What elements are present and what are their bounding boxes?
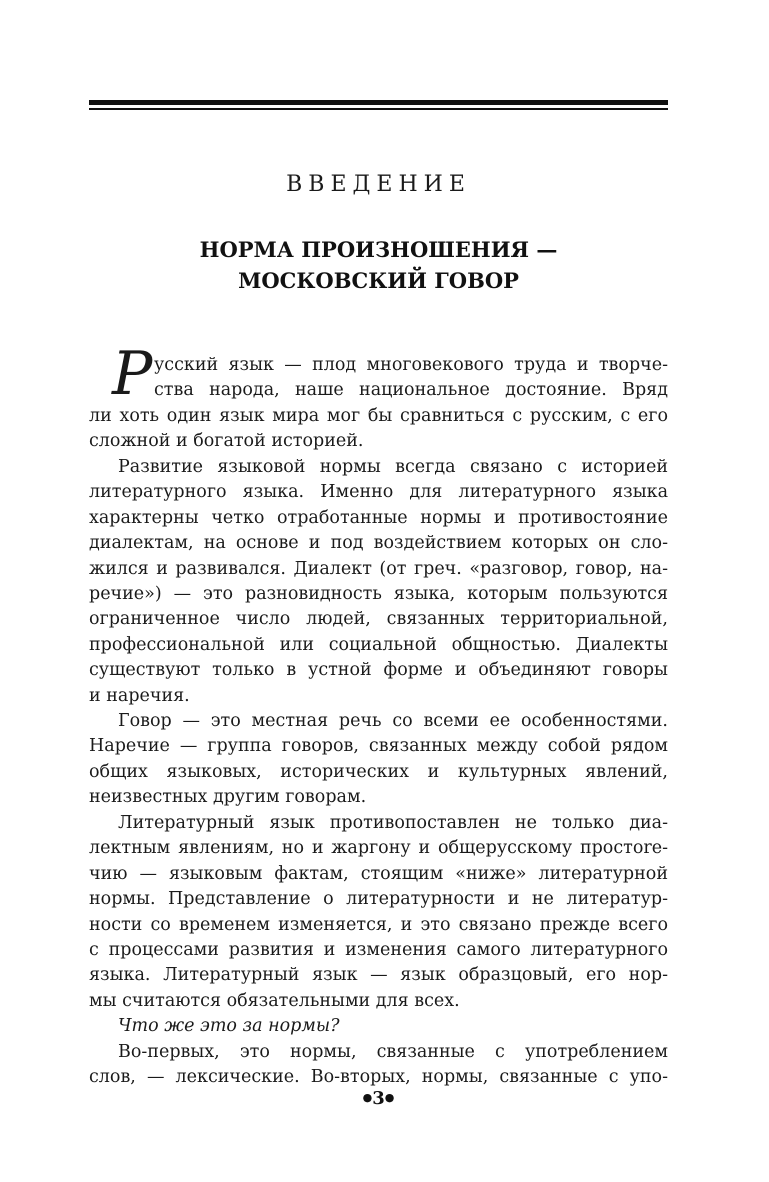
- page-number-dot-left-icon: ●: [362, 1090, 373, 1104]
- header-rule-thick: [89, 100, 668, 105]
- paragraph-2-line-7: ограниченное число людей, связанных территориальной,: [89, 609, 668, 630]
- paragraph-5-line-1: Во-первых, это нормы, связанные с употреблением: [118, 1042, 668, 1062]
- paragraph-4-line-8: мы считаются обязательными для всех.: [89, 990, 460, 1011]
- paragraph-2-line-10: и наречия.: [89, 685, 190, 706]
- header-rule-thin: [89, 108, 668, 110]
- paragraph-1-indented: [154, 353, 668, 404]
- paragraph-3-line-4: неизвестных другим говорам.: [89, 787, 367, 808]
- page-number-dot-right-icon: ●: [384, 1090, 395, 1104]
- paragraph-5-line-2: слов, — лексические. Во-вторых, нормы, связанные с упо-: [89, 1067, 668, 1088]
- paragraph-2-line-2: литературного языка. Именно для литературного языка: [89, 482, 668, 503]
- paragraph-1-line-4: сложной и богатой историей.: [89, 431, 364, 452]
- paragraph-4: [89, 811, 668, 1014]
- paragraph-4-line-4: нормы. Представление о литературности и не литератур-: [89, 889, 668, 910]
- drop-cap: Р: [112, 339, 153, 409]
- paragraph-2: [89, 455, 668, 709]
- paragraph-3-line-1: Говор — это местная речь со всеми ее особенностями.: [118, 711, 668, 731]
- paragraph-4-line-5: ности со временем изменяется, и это связано прежде всего: [89, 914, 668, 935]
- question-line: Что же это за нормы?: [118, 1016, 340, 1036]
- paragraph-2-line-8: профессиональной или социальной общностью. Диалекты: [89, 634, 668, 655]
- chapter-title: [89, 234, 668, 296]
- paragraph-1-rest: [89, 404, 668, 455]
- paragraph-4-line-2: лектным явлениям, но и жаргону и общерусскому простore-: [89, 838, 668, 859]
- chapter-title-line-1: НОРМА ПРОИЗНОШЕНИЯ —: [199, 237, 558, 262]
- page-number: [89, 1088, 668, 1109]
- paragraph-2-line-5: жился и развивался. Диалект (от греч. «разговор, говор, на-: [89, 558, 668, 579]
- paragraph-3-line-2: Наречие — группа говоров, связанных между собой рядом: [89, 736, 668, 757]
- paragraph-4-line-7: языка. Литературный язык — язык образцовый, его нор-: [89, 965, 668, 986]
- paragraph-1-line-2: ства народа, наше национальное достояние. Вряд: [154, 380, 668, 401]
- paragraph-3: [89, 709, 668, 811]
- paragraph-1-line-1: усский язык — плод многовекового труда и творче-: [154, 355, 668, 375]
- paragraph-5: [89, 1040, 668, 1091]
- chapter-title-line-2: МОСКОВСКИЙ ГОВОР: [238, 268, 519, 293]
- paragraph-3-line-3: общих языковых, исторических и культурных явлений,: [89, 761, 668, 782]
- paragraph-2-line-1: Развитие языковой нормы всегда связано с историей: [118, 457, 668, 477]
- paragraph-2-line-9: существуют только в устной форме и объединяют говоры: [89, 660, 668, 681]
- paragraph-4-line-6: с процессами развития и изменения самого литературного: [89, 940, 668, 961]
- paragraph-2-line-4: диалектам, на основе и под воздействием которых он сло-: [89, 533, 668, 554]
- paragraph-4-line-3: чию — языковым фактам, стоящим «ниже» литературной: [89, 863, 668, 884]
- section-label: ВВЕДЕНИЕ: [286, 172, 471, 197]
- paragraph-2-line-3: характерны четко отработанные нормы и противостояние: [89, 507, 668, 528]
- paragraph-4-line-1: Литературный язык противопоставлен не только диа-: [118, 813, 668, 833]
- paragraph-2-line-6: речие») — это разновидность языка, которым пользуются: [89, 584, 668, 605]
- question-paragraph: [89, 1014, 668, 1039]
- paragraph-1-line-3: ли хоть один язык мира мог бы сравниться с русским, с его: [89, 406, 668, 426]
- page-number-value: 3: [372, 1088, 385, 1109]
